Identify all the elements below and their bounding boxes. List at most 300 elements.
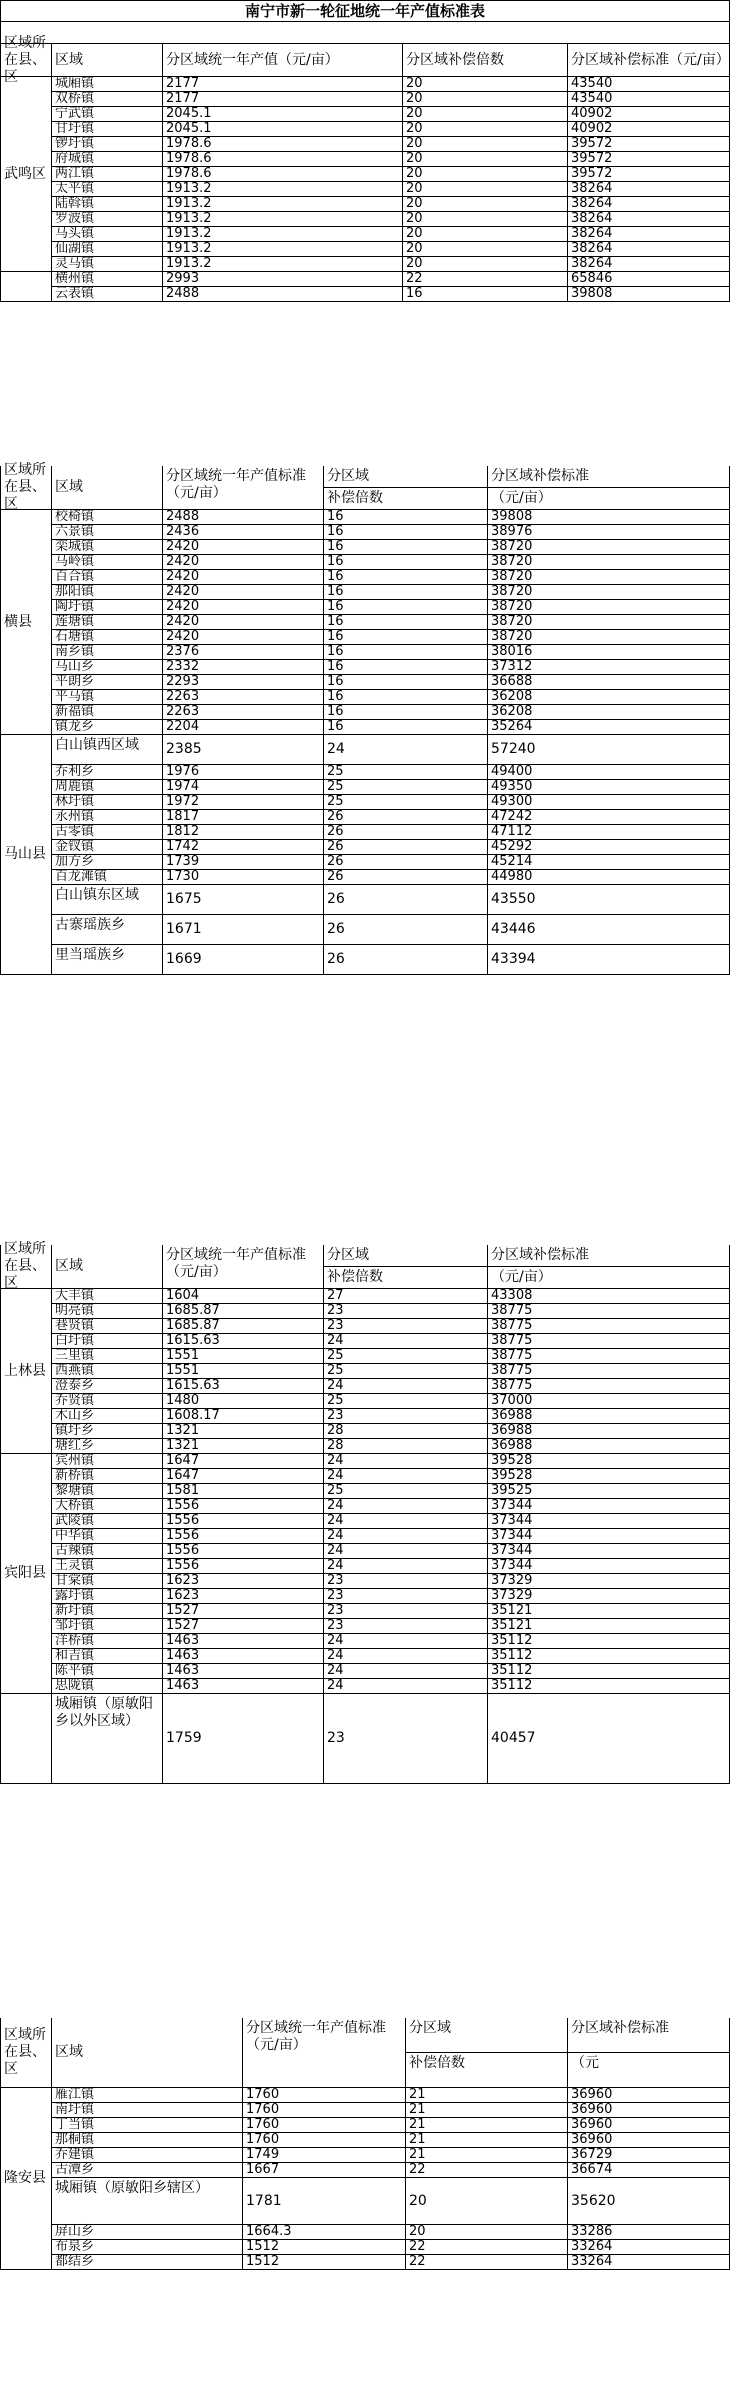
multiple-cell: 20 [406,2225,568,2240]
annual-value-cell: 2263 [163,705,324,720]
zone-cell: 邹圩镇 [52,1619,163,1634]
zone-cell: 周鹿镇 [52,780,163,795]
annual-value-cell: 1978.6 [163,167,403,182]
annual-value-cell: 1760 [243,2133,406,2148]
standard-cell: 36960 [568,2103,730,2118]
header-multiple: 分区域补偿倍数 [403,44,568,77]
annual-value-cell: 1978.6 [163,152,403,167]
standard-cell: 36729 [568,2148,730,2163]
standard-cell: 57240 [488,735,730,765]
annual-value-cell: 1608.17 [163,1409,324,1424]
zone-cell: 平马镇 [52,690,163,705]
standard-cell: 37344 [488,1529,730,1544]
annual-value-cell: 1463 [163,1664,324,1679]
annual-value-cell: 1647 [163,1469,324,1484]
standard-cell: 38264 [568,242,730,257]
standard-cell: 35121 [488,1619,730,1634]
multiple-cell: 20 [403,167,568,182]
header-zone: 区域 [52,2018,243,2088]
standard-cell: 38264 [568,182,730,197]
multiple-cell: 16 [324,600,488,615]
annual-value-cell: 2293 [163,675,324,690]
standard-cell: 37000 [488,1394,730,1409]
zone-cell: 镇圩乡 [52,1424,163,1439]
standard-cell: 36988 [488,1424,730,1439]
standard-cell: 33264 [568,2255,730,2270]
zone-cell: 陶圩镇 [52,600,163,615]
annual-value-cell: 2045.1 [163,107,403,122]
annual-value-cell: 1615.63 [163,1334,324,1349]
annual-value-cell: 1527 [163,1604,324,1619]
multiple-cell: 23 [324,1409,488,1424]
annual-value-cell: 1685.87 [163,1304,324,1319]
annual-value-cell: 2420 [163,600,324,615]
annual-value-cell: 1978.6 [163,137,403,152]
standard-cell: 37344 [488,1559,730,1574]
annual-value-cell: 2436 [163,525,324,540]
area-cell: 武鸣区 [0,77,52,272]
multiple-cell: 28 [324,1439,488,1454]
multiple-cell: 16 [324,630,488,645]
annual-value-cell: 1527 [163,1619,324,1634]
standard-cell: 35112 [488,1634,730,1649]
multiple-cell: 24 [324,1514,488,1529]
standard-cell: 40457 [488,1694,730,1784]
multiple-cell: 21 [406,2148,568,2163]
annual-value-cell: 1913.2 [163,197,403,212]
multiple-cell: 22 [406,2163,568,2178]
zone-cell: 双桥镇 [52,92,163,107]
annual-value-cell: 1581 [163,1484,324,1499]
zone-cell: 武陵镇 [52,1514,163,1529]
standard-cell: 47112 [488,825,730,840]
annual-value-cell: 1615.63 [163,1379,324,1394]
multiple-cell: 24 [324,1334,488,1349]
standard-cell: 40902 [568,122,730,137]
multiple-cell: 23 [324,1304,488,1319]
annual-value-cell: 1556 [163,1514,324,1529]
area-cell: 马山县 [0,735,52,975]
zone-cell: 澄泰乡 [52,1379,163,1394]
zone-cell: 塘红乡 [52,1439,163,1454]
multiple-cell: 22 [406,2240,568,2255]
standard-cell: 33264 [568,2240,730,2255]
annual-value-cell: 1730 [163,870,324,885]
standard-cell: 49400 [488,765,730,780]
multiple-cell: 20 [403,242,568,257]
multiple-cell: 24 [324,1634,488,1649]
annual-value-cell: 1759 [163,1694,324,1784]
zone-cell: 明亮镇 [52,1304,163,1319]
zone-cell: 白山镇西区域 [52,735,163,765]
zone-cell: 马岭镇 [52,555,163,570]
standard-cell: 36208 [488,705,730,720]
standard-cell: 38720 [488,555,730,570]
standard-cell: 36960 [568,2088,730,2103]
annual-value-cell: 1760 [243,2118,406,2133]
header-standard-bottom: （元 [568,2053,730,2088]
multiple-cell: 20 [403,92,568,107]
area-cell [0,272,52,302]
multiple-cell: 24 [324,1649,488,1664]
multiple-cell: 25 [324,795,488,810]
standard-cell: 37344 [488,1499,730,1514]
multiple-cell: 20 [403,182,568,197]
standard-cell: 45292 [488,840,730,855]
multiple-cell: 16 [324,585,488,600]
multiple-cell: 25 [324,780,488,795]
annual-value-cell: 1623 [163,1589,324,1604]
standard-cell: 39525 [488,1484,730,1499]
header-standard-bottom: （元/亩） [488,1267,730,1289]
standard-cell: 49350 [488,780,730,795]
standard-cell: 39808 [568,287,730,302]
zone-cell: 金钗镇 [52,840,163,855]
multiple-cell: 16 [403,287,568,302]
zone-cell: 古辣镇 [52,1544,163,1559]
multiple-cell: 16 [324,645,488,660]
standard-cell: 33286 [568,2225,730,2240]
annual-value-cell: 1675 [163,885,324,915]
multiple-cell: 16 [324,510,488,525]
standard-cell: 38720 [488,615,730,630]
zone-cell: 古零镇 [52,825,163,840]
zone-cell: 乔建镇 [52,2148,243,2163]
zone-cell: 宁武镇 [52,107,163,122]
header-standard-bottom: （元/亩） [488,488,730,510]
standard-cell: 39572 [568,167,730,182]
annual-value-cell: 2420 [163,615,324,630]
annual-value-cell: 1812 [163,825,324,840]
annual-value-cell: 1321 [163,1439,324,1454]
standard-cell: 38720 [488,540,730,555]
header-area: 区域所在县、区 [0,44,52,77]
annual-value-cell: 1913.2 [163,182,403,197]
standard-cell: 49300 [488,795,730,810]
zone-cell: 洋桥镇 [52,1634,163,1649]
zone-cell: 校椅镇 [52,510,163,525]
header-multiple-bottom: 补偿倍数 [324,488,488,510]
header-standard-top: 分区域补偿标准 [568,2018,730,2053]
standard-cell: 35121 [488,1604,730,1619]
multiple-cell: 20 [403,107,568,122]
zone-cell: 南乡镇 [52,645,163,660]
multiple-cell: 16 [324,570,488,585]
zone-cell: 甘圩镇 [52,122,163,137]
header-standard-top: 分区域补偿标准 [488,466,730,488]
zone-cell: 中华镇 [52,1529,163,1544]
area-cell: 横县 [0,510,52,735]
standard-cell: 38720 [488,630,730,645]
multiple-cell: 23 [324,1694,488,1784]
multiple-cell: 22 [406,2255,568,2270]
zone-cell: 里当瑶族乡 [52,945,163,975]
annual-value-cell: 2488 [163,287,403,302]
standard-cell: 45214 [488,855,730,870]
standard-cell: 38775 [488,1319,730,1334]
multiple-cell: 21 [406,2118,568,2133]
zone-cell: 乔贤镇 [52,1394,163,1409]
annual-value-cell: 1667 [243,2163,406,2178]
annual-value-cell: 1556 [163,1499,324,1514]
standard-cell: 36988 [488,1409,730,1424]
header-multiple-bottom: 补偿倍数 [406,2053,568,2088]
standard-cell: 38775 [488,1334,730,1349]
standard-cell: 36208 [488,690,730,705]
standard-cell: 35112 [488,1679,730,1694]
zone-cell: 丁当镇 [52,2118,243,2133]
header-area: 区域所在县、区 [0,1245,52,1289]
zone-cell: 石塘镇 [52,630,163,645]
header-zone: 区域 [52,466,163,510]
standard-cell: 36988 [488,1439,730,1454]
annual-value-cell: 1739 [163,855,324,870]
zone-cell: 雁江镇 [52,2088,243,2103]
zone-cell: 都结乡 [52,2255,243,2270]
header-annual-value: 分区域统一年产值标准（元/亩） [163,1245,324,1289]
annual-value-cell: 1669 [163,945,324,975]
multiple-cell: 20 [403,212,568,227]
header-multiple-top: 分区域 [324,466,488,488]
multiple-cell: 20 [403,257,568,272]
zone-cell: 白圩镇 [52,1334,163,1349]
zone-cell: 屏山乡 [52,2225,243,2240]
zone-cell: 城厢镇（原敏阳乡辖区） [52,2178,243,2225]
multiple-cell: 23 [324,1574,488,1589]
multiple-cell: 26 [324,840,488,855]
annual-value-cell: 2263 [163,690,324,705]
multiple-cell: 16 [324,705,488,720]
header-annual-value: 分区域统一年产值标准（元/亩） [243,2018,406,2088]
standard-cell: 38720 [488,570,730,585]
multiple-cell: 27 [324,1289,488,1304]
annual-value-cell: 1913.2 [163,212,403,227]
multiple-cell: 16 [324,525,488,540]
standard-cell: 37312 [488,660,730,675]
zone-cell: 古潭乡 [52,2163,243,2178]
annual-value-cell: 1974 [163,780,324,795]
standard-cell: 37329 [488,1574,730,1589]
zone-cell: 陆斡镇 [52,197,163,212]
zone-cell: 横州镇 [52,272,163,287]
multiple-cell: 21 [406,2133,568,2148]
multiple-cell: 24 [324,1544,488,1559]
zone-cell: 乔利乡 [52,765,163,780]
zone-cell: 莲塘镇 [52,615,163,630]
standard-cell: 40902 [568,107,730,122]
annual-value-cell: 1556 [163,1559,324,1574]
annual-value-cell: 1512 [243,2255,406,2270]
multiple-cell: 16 [324,555,488,570]
multiple-cell: 24 [324,1499,488,1514]
multiple-cell: 24 [324,1454,488,1469]
standard-cell: 37329 [488,1589,730,1604]
zone-cell: 永州镇 [52,810,163,825]
standard-cell: 38264 [568,197,730,212]
multiple-cell: 21 [406,2103,568,2118]
multiple-cell: 25 [324,765,488,780]
zone-cell: 府城镇 [52,152,163,167]
zone-cell: 太平镇 [52,182,163,197]
standard-cell: 36960 [568,2133,730,2148]
multiple-cell: 26 [324,945,488,975]
annual-value-cell: 1623 [163,1574,324,1589]
annual-value-cell: 1817 [163,810,324,825]
annual-value-cell: 2376 [163,645,324,660]
zone-cell: 黎塘镇 [52,1484,163,1499]
zone-cell: 马头镇 [52,227,163,242]
header-area: 区域所在县、区 [0,466,52,510]
multiple-cell: 20 [403,122,568,137]
zone-cell: 锣圩镇 [52,137,163,152]
annual-value-cell: 1556 [163,1529,324,1544]
multiple-cell: 20 [406,2178,568,2225]
multiple-cell: 24 [324,1379,488,1394]
annual-value-cell: 1647 [163,1454,324,1469]
area-cell: 宾阳县 [0,1454,52,1694]
multiple-cell: 26 [324,870,488,885]
header-multiple-top: 分区域 [406,2018,568,2053]
standard-cell: 36960 [568,2118,730,2133]
standard-cell: 43394 [488,945,730,975]
multiple-cell: 23 [324,1619,488,1634]
standard-cell: 39572 [568,137,730,152]
zone-cell: 古寨瑶族乡 [52,915,163,945]
annual-value-cell: 1480 [163,1394,324,1409]
annual-value-cell: 1913.2 [163,227,403,242]
standard-cell: 43550 [488,885,730,915]
annual-value-cell: 2177 [163,92,403,107]
standard-cell: 43540 [568,77,730,92]
multiple-cell: 16 [324,690,488,705]
zone-cell: 新福镇 [52,705,163,720]
multiple-cell: 16 [324,660,488,675]
zone-cell: 百合镇 [52,570,163,585]
standard-cell: 38720 [488,585,730,600]
zone-cell: 镇龙乡 [52,720,163,735]
standard-cell: 43446 [488,915,730,945]
annual-value-cell: 2488 [163,510,324,525]
multiple-cell: 25 [324,1349,488,1364]
zone-cell: 木山乡 [52,1409,163,1424]
annual-value-cell: 1664.3 [243,2225,406,2240]
header-zone: 区域 [52,44,163,77]
annual-value-cell: 1760 [243,2088,406,2103]
annual-value-cell: 2993 [163,272,403,287]
standard-cell: 38775 [488,1304,730,1319]
header-multiple-top: 分区域 [324,1245,488,1267]
annual-value-cell: 1742 [163,840,324,855]
zone-cell: 王灵镇 [52,1559,163,1574]
annual-value-cell: 1913.2 [163,257,403,272]
area-cell [0,1694,52,1784]
zone-cell: 云表镇 [52,287,163,302]
multiple-cell: 23 [324,1589,488,1604]
zone-cell: 灵马镇 [52,257,163,272]
multiple-cell: 24 [324,735,488,765]
standard-cell: 38264 [568,227,730,242]
multiple-cell: 22 [403,272,568,287]
annual-value-cell: 1976 [163,765,324,780]
zone-cell: 宾州镇 [52,1454,163,1469]
annual-value-cell: 2420 [163,540,324,555]
zone-cell: 平朗乡 [52,675,163,690]
annual-value-cell: 1551 [163,1349,324,1364]
zone-cell: 那桐镇 [52,2133,243,2148]
zone-cell: 新桥镇 [52,1469,163,1484]
zone-cell: 城厢镇 [52,77,163,92]
zone-cell: 城厢镇（原敏阳乡以外区域） [52,1694,163,1784]
blank-row [0,22,730,44]
annual-value-cell: 1463 [163,1649,324,1664]
zone-cell: 那阳镇 [52,585,163,600]
multiple-cell: 16 [324,615,488,630]
standard-cell: 36688 [488,675,730,690]
zone-cell: 两江镇 [52,167,163,182]
multiple-cell: 26 [324,825,488,840]
standard-cell: 65846 [568,272,730,287]
zone-cell: 仙湖镇 [52,242,163,257]
multiple-cell: 26 [324,855,488,870]
zone-cell: 罗波镇 [52,212,163,227]
standard-cell: 47242 [488,810,730,825]
annual-value-cell: 1781 [243,2178,406,2225]
area-cell: 隆安县 [0,2088,52,2270]
standard-cell: 38976 [488,525,730,540]
annual-value-cell: 1685.87 [163,1319,324,1334]
standard-cell: 37344 [488,1544,730,1559]
multiple-cell: 23 [324,1604,488,1619]
multiple-cell: 25 [324,1364,488,1379]
annual-value-cell: 1749 [243,2148,406,2163]
zone-cell: 白山镇东区域 [52,885,163,915]
multiple-cell: 25 [324,1484,488,1499]
header-annual-value: 分区域统一年产值标准（元/亩） [163,466,324,510]
multiple-cell: 21 [406,2088,568,2103]
standard-cell: 43540 [568,92,730,107]
multiple-cell: 23 [324,1319,488,1334]
standard-cell: 38720 [488,600,730,615]
header-multiple-bottom: 补偿倍数 [324,1267,488,1289]
standard-cell: 39528 [488,1469,730,1484]
standard-cell: 38775 [488,1379,730,1394]
zone-cell: 三里镇 [52,1349,163,1364]
multiple-cell: 24 [324,1529,488,1544]
annual-value-cell: 2420 [163,570,324,585]
header-area: 区域所在县、区 [0,2018,52,2088]
annual-value-cell: 2385 [163,735,324,765]
standard-cell: 36674 [568,2163,730,2178]
standard-cell: 39572 [568,152,730,167]
annual-value-cell: 1556 [163,1544,324,1559]
annual-value-cell: 1671 [163,915,324,945]
zone-cell: 新圩镇 [52,1604,163,1619]
multiple-cell: 26 [324,810,488,825]
zone-cell: 大丰镇 [52,1289,163,1304]
annual-value-cell: 1972 [163,795,324,810]
standard-cell: 39528 [488,1454,730,1469]
zone-cell: 加方乡 [52,855,163,870]
area-cell: 上林县 [0,1289,52,1454]
zone-cell: 六景镇 [52,525,163,540]
multiple-cell: 20 [403,227,568,242]
annual-value-cell: 2420 [163,630,324,645]
standard-cell: 38264 [568,212,730,227]
zone-cell: 百龙滩镇 [52,870,163,885]
standard-cell: 38016 [488,645,730,660]
multiple-cell: 16 [324,675,488,690]
zone-cell: 思陇镇 [52,1679,163,1694]
